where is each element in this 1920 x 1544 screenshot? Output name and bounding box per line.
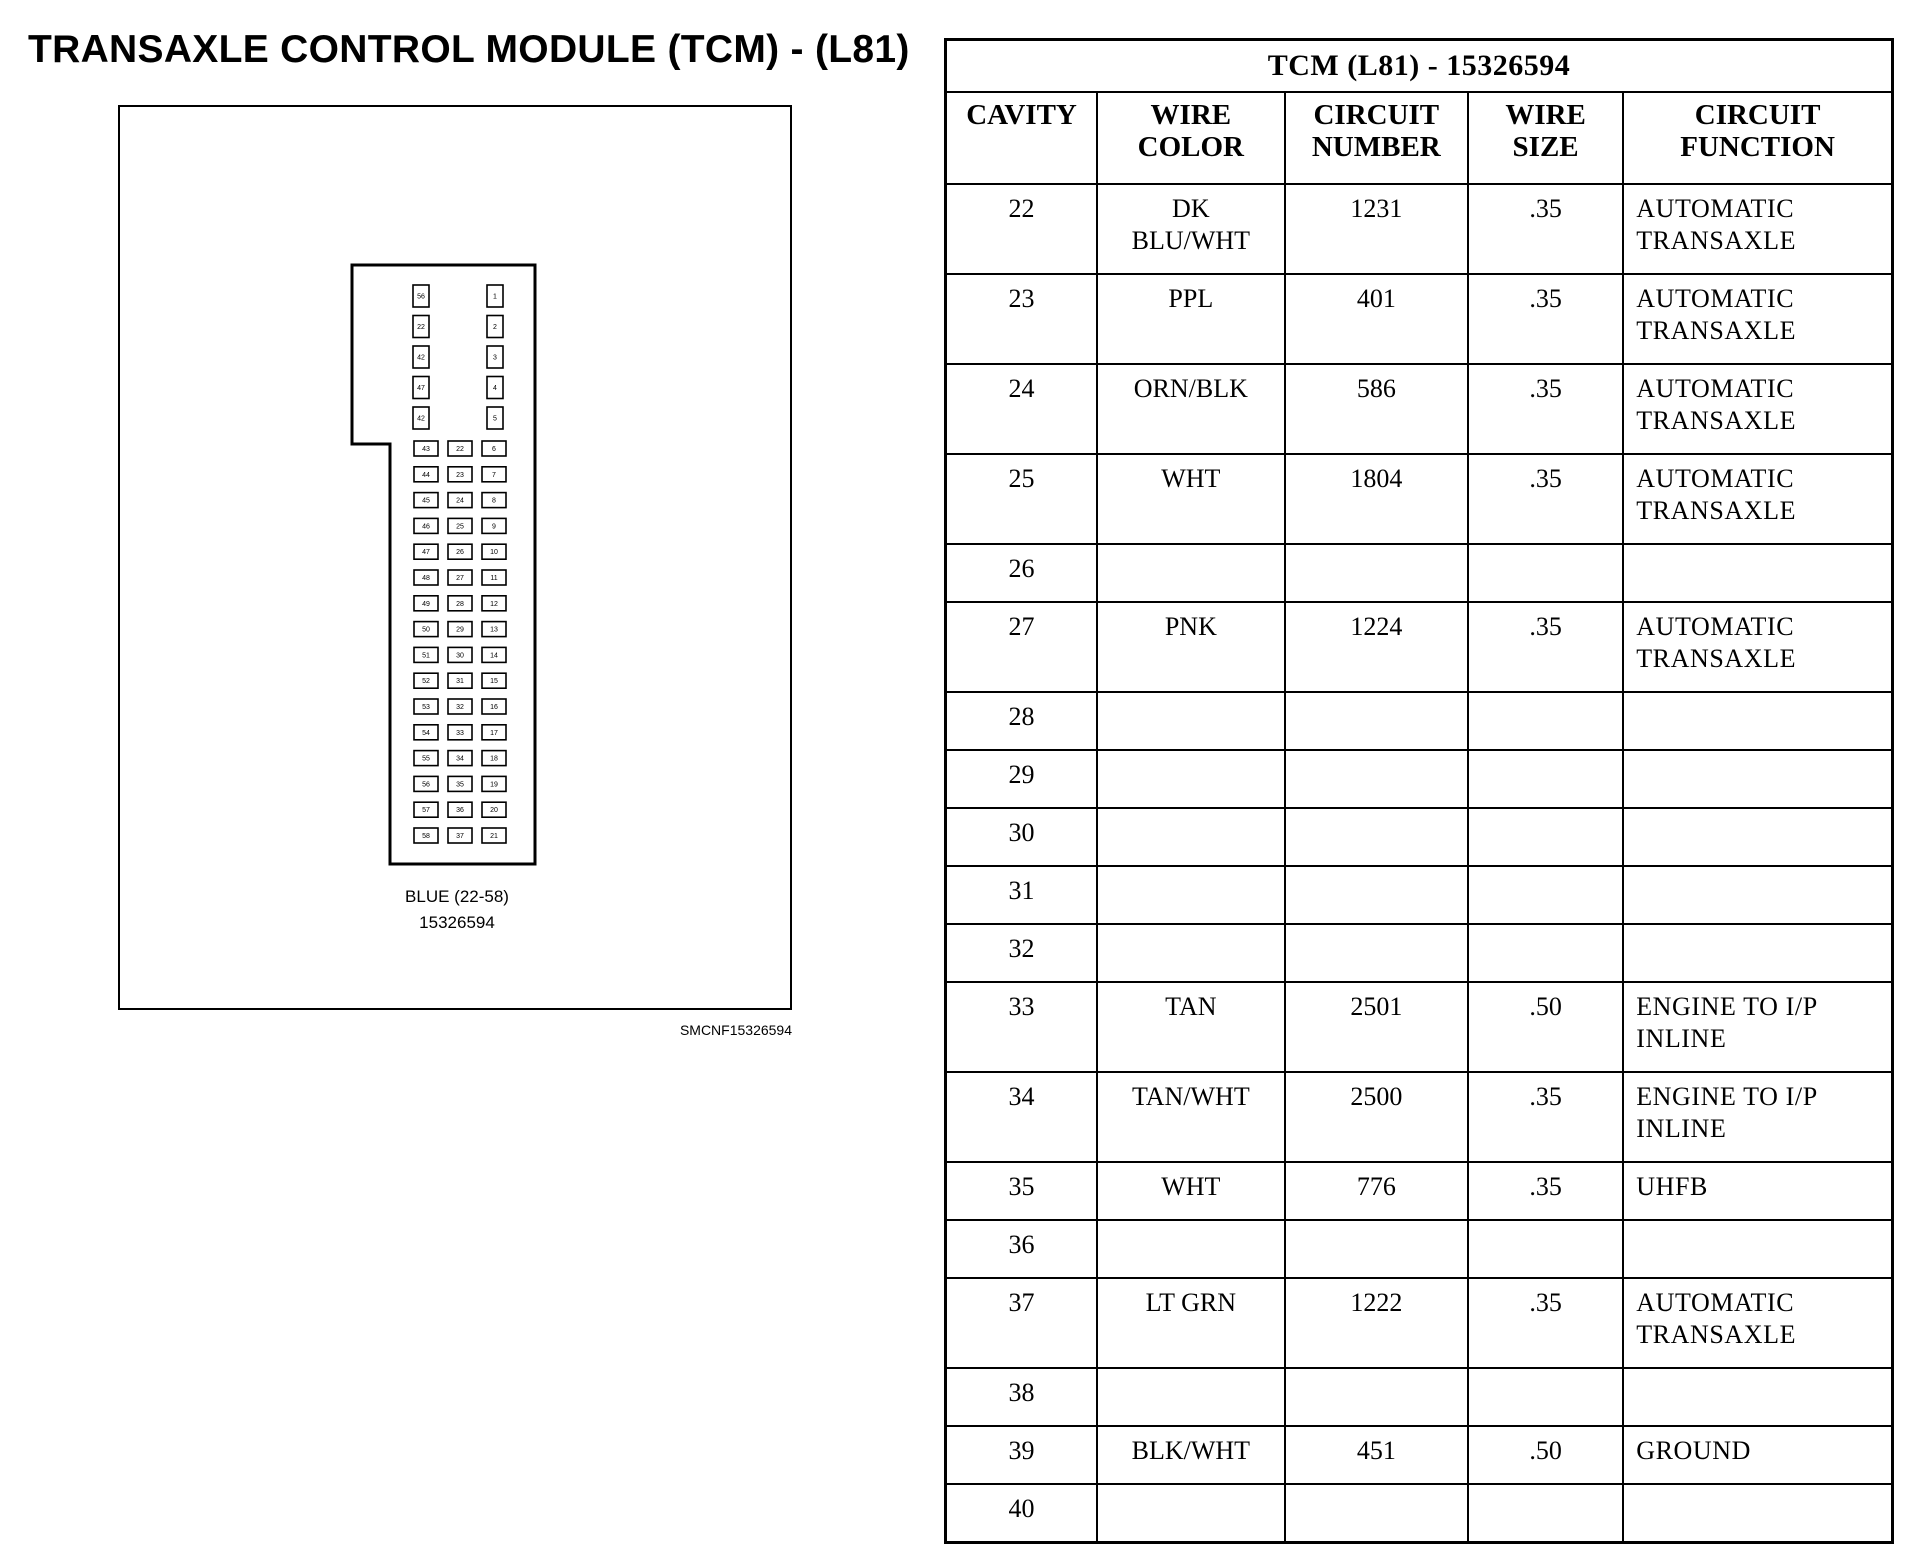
table-row — [946, 1426, 1893, 1484]
cell-circuit-function — [1623, 924, 1892, 982]
cell-cavity: 29 — [946, 750, 1098, 808]
cell-circuit-number — [1285, 750, 1468, 808]
connector-pin — [414, 828, 438, 843]
connector-pin — [482, 725, 506, 740]
cell-circuit-function — [1623, 750, 1892, 808]
cell-wire-color: LT GRN — [1097, 1278, 1285, 1368]
connector-pin — [414, 544, 438, 559]
connector-pin-number: 7 — [492, 471, 496, 479]
cell-wire-size: .35 — [1468, 1162, 1623, 1220]
cell-wire-color: WHT — [1097, 1162, 1285, 1220]
connector-pin-number: 37 — [456, 833, 464, 840]
cell-wire-color — [1097, 1220, 1285, 1278]
connector-color-label: BLUE (22-58) — [405, 887, 509, 906]
cell-wire-size — [1468, 808, 1623, 866]
cell-circuit-function — [1623, 1484, 1892, 1543]
table-row — [946, 1220, 1893, 1278]
connector-pin-number: 13 — [490, 626, 498, 634]
connector-pin-number: 23 — [456, 471, 464, 479]
connector-pin — [448, 751, 472, 766]
table-row — [946, 1484, 1893, 1543]
connector-pin — [448, 776, 472, 791]
cell-cavity: 36 — [946, 1220, 1098, 1278]
connector-pin-number: 29 — [456, 626, 464, 634]
connector-pin — [448, 622, 472, 637]
connector-pin-number: 52 — [422, 678, 430, 686]
cell-circuit-number: 1224 — [1285, 602, 1468, 692]
connector-pin — [448, 828, 472, 843]
connector-face-drawing — [120, 107, 794, 1012]
cell-circuit-function: GROUND — [1623, 1426, 1892, 1484]
cell-circuit-number: 776 — [1285, 1162, 1468, 1220]
connector-pin-number: 11 — [490, 575, 498, 582]
pinout-table-body — [946, 184, 1893, 1543]
connector-pin — [482, 544, 506, 559]
connector-pin-number: 33 — [456, 729, 464, 737]
cell-cavity: 28 — [946, 692, 1098, 750]
connector-pin-number: 25 — [456, 523, 464, 531]
connector-pin — [413, 407, 429, 429]
cell-circuit-function — [1623, 1368, 1892, 1426]
connector-pin — [413, 377, 429, 399]
connector-pin — [482, 441, 506, 456]
cell-circuit-function: AUTOMATIC TRANSAXLE — [1623, 454, 1892, 544]
connector-pin — [482, 570, 506, 585]
connector-pin-number: 4 — [493, 385, 497, 392]
connector-pin-number: 54 — [422, 729, 430, 737]
connector-pin-number: 1 — [493, 293, 497, 301]
cell-wire-size: .50 — [1468, 1426, 1623, 1484]
header-wire-color: WIRE COLOR — [1097, 92, 1285, 184]
cell-cavity: 33 — [946, 982, 1098, 1072]
connector-diagram — [118, 105, 792, 1010]
cell-wire-size: .50 — [1468, 982, 1623, 1072]
drawing-code: SMCNF15326594 — [679, 1022, 792, 1038]
connector-pin-number: 22 — [417, 324, 425, 331]
connector-pin-number: 57 — [422, 807, 430, 815]
connector-pin-number: 30 — [456, 652, 464, 660]
connector-pin — [482, 802, 506, 817]
table-row — [946, 924, 1893, 982]
connector-pin-number: 42 — [417, 415, 425, 423]
cell-wire-size — [1468, 750, 1623, 808]
connector-pin-number: 18 — [490, 755, 498, 763]
connector-pin — [448, 673, 472, 688]
connector-pin — [482, 493, 506, 508]
connector-pin-number: 12 — [490, 600, 498, 608]
connector-pin-number: 47 — [417, 385, 425, 392]
cell-wire-color: TAN — [1097, 982, 1285, 1072]
connector-pin — [448, 647, 472, 662]
connector-pin — [487, 285, 503, 307]
connector-pin — [448, 596, 472, 611]
connector-pin — [413, 346, 429, 368]
cell-wire-color — [1097, 866, 1285, 924]
connector-pin-number: 15 — [490, 678, 498, 686]
connector-outline — [352, 265, 535, 864]
connector-pin — [448, 802, 472, 817]
connector-pin-number: 3 — [493, 354, 497, 362]
connector-pin-number: 58 — [422, 833, 430, 840]
table-row — [946, 454, 1893, 544]
connector-pin — [448, 699, 472, 714]
connector-pin-number: 55 — [422, 755, 430, 763]
cell-circuit-function: ENGINE TO I/P INLINE — [1623, 982, 1892, 1072]
connector-pin-number: 16 — [490, 704, 498, 711]
cell-wire-color: PNK — [1097, 602, 1285, 692]
connector-pin-number: 43 — [422, 446, 430, 453]
connector-pin — [487, 377, 503, 399]
connector-pin-number: 34 — [456, 755, 464, 763]
cell-circuit-number — [1285, 1368, 1468, 1426]
cell-circuit-number — [1285, 924, 1468, 982]
connector-pin-number: 26 — [456, 549, 464, 557]
pinout-table — [944, 38, 1894, 1544]
cell-circuit-function: AUTOMATIC TRANSAXLE — [1623, 1278, 1892, 1368]
cell-circuit-number: 1231 — [1285, 184, 1468, 274]
cell-wire-color — [1097, 692, 1285, 750]
cell-circuit-function: AUTOMATIC TRANSAXLE — [1623, 274, 1892, 364]
cell-circuit-function — [1623, 866, 1892, 924]
table-row — [946, 808, 1893, 866]
connector-pin — [482, 467, 506, 482]
cell-cavity: 35 — [946, 1162, 1098, 1220]
connector-pin — [413, 285, 429, 307]
connector-pin-number: 50 — [422, 626, 430, 634]
connector-pin-number: 6 — [492, 446, 496, 453]
connector-pin-number: 22 — [456, 446, 464, 453]
connector-pin — [414, 570, 438, 585]
cell-circuit-number: 451 — [1285, 1426, 1468, 1484]
cell-cavity: 30 — [946, 808, 1098, 866]
connector-pin — [414, 673, 438, 688]
connector-pin — [487, 407, 503, 429]
table-row — [946, 544, 1893, 602]
connector-pin — [414, 802, 438, 817]
cell-wire-size: .35 — [1468, 454, 1623, 544]
cell-wire-size: .35 — [1468, 602, 1623, 692]
connector-pin — [448, 493, 472, 508]
cell-cavity: 31 — [946, 866, 1098, 924]
connector-pin-number: 24 — [456, 497, 464, 505]
cell-circuit-function: ENGINE TO I/P INLINE — [1623, 1072, 1892, 1162]
cell-circuit-function — [1623, 544, 1892, 602]
cell-circuit-number — [1285, 808, 1468, 866]
connector-pin — [482, 751, 506, 766]
table-title: TCM (L81) - 15326594 — [946, 40, 1893, 93]
page-title: TRANSAXLE CONTROL MODULE (TCM) - (L81) — [28, 28, 910, 71]
cell-wire-color — [1097, 808, 1285, 866]
connector-pin — [482, 699, 506, 714]
cell-cavity: 23 — [946, 274, 1098, 364]
connector-pin — [414, 467, 438, 482]
connector-pin — [487, 346, 503, 368]
table-row — [946, 1368, 1893, 1426]
cell-circuit-number: 2501 — [1285, 982, 1468, 1072]
connector-pin — [413, 316, 429, 338]
cell-circuit-function — [1623, 808, 1892, 866]
connector-pin — [448, 467, 472, 482]
connector-pin-number: 35 — [456, 781, 464, 789]
cell-circuit-number: 586 — [1285, 364, 1468, 454]
cell-cavity: 32 — [946, 924, 1098, 982]
connector-pin-number: 27 — [456, 575, 464, 582]
connector-pin — [414, 441, 438, 456]
connector-part-number: 15326594 — [419, 913, 495, 932]
connector-pin — [448, 441, 472, 456]
connector-pin-number: 31 — [456, 678, 464, 686]
connector-pin — [448, 725, 472, 740]
connector-pin-number: 9 — [492, 523, 496, 531]
table-row — [946, 364, 1893, 454]
cell-cavity: 25 — [946, 454, 1098, 544]
cell-circuit-number: 1804 — [1285, 454, 1468, 544]
cell-circuit-function — [1623, 1220, 1892, 1278]
connector-pin-number: 20 — [490, 807, 498, 815]
cell-circuit-number: 2500 — [1285, 1072, 1468, 1162]
connector-pin — [482, 673, 506, 688]
cell-circuit-number — [1285, 692, 1468, 750]
table-row — [946, 1278, 1893, 1368]
connector-pin-number: 14 — [490, 652, 498, 660]
cell-circuit-number — [1285, 544, 1468, 602]
connector-pin-number: 10 — [490, 549, 498, 557]
cell-cavity: 26 — [946, 544, 1098, 602]
cell-wire-size — [1468, 924, 1623, 982]
connector-pin — [414, 518, 438, 533]
cell-wire-size — [1468, 1368, 1623, 1426]
connector-pin — [414, 622, 438, 637]
cell-cavity: 40 — [946, 1484, 1098, 1543]
cell-wire-color: TAN/WHT — [1097, 1072, 1285, 1162]
table-row — [946, 602, 1893, 692]
connector-pin-number: 5 — [493, 415, 497, 423]
connector-pin-number: 32 — [456, 704, 464, 711]
header-circuit-number: CIRCUIT NUMBER — [1285, 92, 1468, 184]
cell-cavity: 24 — [946, 364, 1098, 454]
connector-pin-number: 44 — [422, 471, 430, 479]
connector-pin — [448, 518, 472, 533]
cell-wire-size — [1468, 1484, 1623, 1543]
cell-cavity: 22 — [946, 184, 1098, 274]
connector-pin — [414, 647, 438, 662]
cell-wire-color — [1097, 544, 1285, 602]
connector-pin — [414, 751, 438, 766]
connector-pin-number: 42 — [417, 354, 425, 362]
connector-pin-number: 53 — [422, 704, 430, 711]
cell-wire-color: BLK/WHT — [1097, 1426, 1285, 1484]
connector-pin — [414, 776, 438, 791]
cell-wire-color — [1097, 1484, 1285, 1543]
connector-pin — [482, 518, 506, 533]
cell-wire-size: .35 — [1468, 184, 1623, 274]
connector-pin-number: 36 — [456, 807, 464, 815]
cell-cavity: 27 — [946, 602, 1098, 692]
connector-pin-number: 21 — [490, 833, 498, 840]
connector-pin-number: 8 — [492, 497, 496, 505]
connector-pin — [414, 699, 438, 714]
cell-circuit-number — [1285, 1484, 1468, 1543]
cell-wire-color: WHT — [1097, 454, 1285, 544]
cell-wire-color — [1097, 924, 1285, 982]
cell-circuit-number — [1285, 1220, 1468, 1278]
cell-circuit-function: AUTOMATIC TRANSAXLE — [1623, 602, 1892, 692]
table-row — [946, 274, 1893, 364]
connector-pin-number: 56 — [422, 781, 430, 789]
cell-circuit-function: AUTOMATIC TRANSAXLE — [1623, 364, 1892, 454]
cell-wire-color — [1097, 750, 1285, 808]
connector-pin — [482, 647, 506, 662]
cell-wire-size — [1468, 692, 1623, 750]
cell-circuit-number — [1285, 866, 1468, 924]
connector-pin — [448, 544, 472, 559]
cell-wire-size — [1468, 1220, 1623, 1278]
cell-circuit-number: 1222 — [1285, 1278, 1468, 1368]
connector-pin-number: 28 — [456, 600, 464, 608]
connector-pin — [448, 570, 472, 585]
table-row — [946, 1072, 1893, 1162]
connector-pin-number: 56 — [417, 293, 425, 301]
header-wire-size: WIRE SIZE — [1468, 92, 1623, 184]
header-cavity: CAVITY — [946, 92, 1098, 184]
connector-pin-number: 51 — [422, 652, 430, 660]
connector-pin-number: 45 — [422, 497, 430, 505]
cell-wire-color: PPL — [1097, 274, 1285, 364]
cell-cavity: 34 — [946, 1072, 1098, 1162]
table-row — [946, 866, 1893, 924]
cell-wire-size: .35 — [1468, 274, 1623, 364]
cell-circuit-function — [1623, 692, 1892, 750]
connector-pin-number: 49 — [422, 600, 430, 608]
table-row — [946, 982, 1893, 1072]
cell-wire-size — [1468, 544, 1623, 602]
cell-wire-color: ORN/BLK — [1097, 364, 1285, 454]
cell-cavity: 37 — [946, 1278, 1098, 1368]
connector-pin — [482, 596, 506, 611]
table-row — [946, 1162, 1893, 1220]
cell-circuit-number: 401 — [1285, 274, 1468, 364]
cell-wire-color — [1097, 1368, 1285, 1426]
table-row — [946, 184, 1893, 274]
connector-pin-number: 48 — [422, 575, 430, 582]
connector-pin — [482, 622, 506, 637]
connector-pin — [487, 316, 503, 338]
cell-wire-color: DK BLU/WHT — [1097, 184, 1285, 274]
cell-wire-size: .35 — [1468, 1278, 1623, 1368]
header-circuit-function: CIRCUIT FUNCTION — [1623, 92, 1892, 184]
table-row — [946, 750, 1893, 808]
connector-pin — [482, 828, 506, 843]
connector-pin — [414, 725, 438, 740]
connector-pin-number: 17 — [490, 729, 498, 737]
table-row — [946, 692, 1893, 750]
connector-pin — [482, 776, 506, 791]
connector-pin-number: 46 — [422, 523, 430, 531]
cell-wire-size: .35 — [1468, 1072, 1623, 1162]
cell-cavity: 38 — [946, 1368, 1098, 1426]
cell-wire-size: .35 — [1468, 364, 1623, 454]
connector-pin — [414, 596, 438, 611]
cell-wire-size — [1468, 866, 1623, 924]
connector-pin-number: 2 — [493, 324, 497, 331]
cell-circuit-function: UHFB — [1623, 1162, 1892, 1220]
connector-pin-number: 47 — [422, 549, 430, 557]
cell-circuit-function: AUTOMATIC TRANSAXLE — [1623, 184, 1892, 274]
connector-pin — [414, 493, 438, 508]
cell-cavity: 39 — [946, 1426, 1098, 1484]
connector-pin-number: 19 — [490, 781, 498, 789]
